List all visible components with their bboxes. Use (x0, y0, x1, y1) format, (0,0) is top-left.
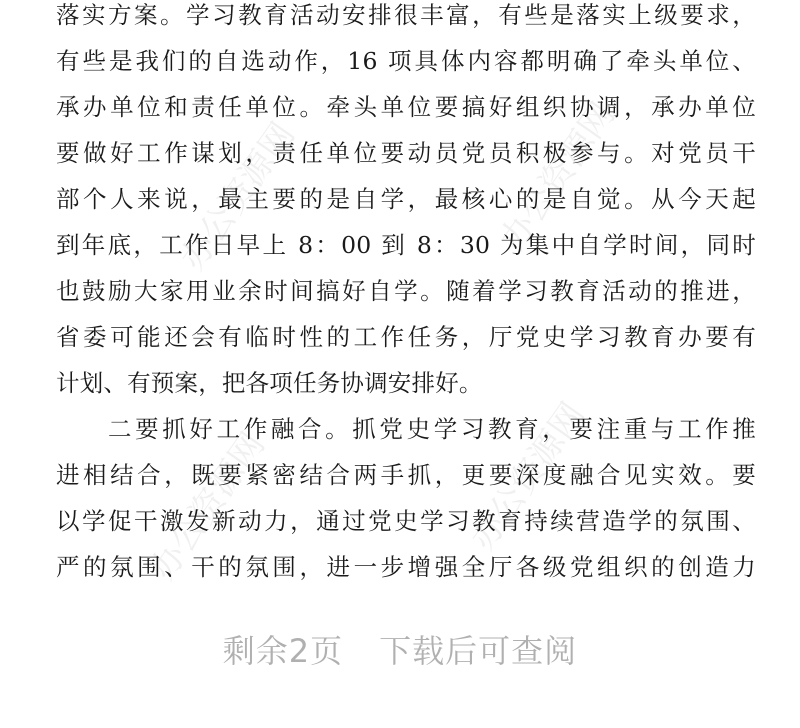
text-line: 承办单位和责任单位。牵头单位要搞好组织协调，承办单位 (56, 93, 756, 121)
remaining-pages-notice[interactable] (0, 626, 800, 672)
text-line: 有些是我们的自选动作，16 项具体内容都明确了牵头单位、 (56, 47, 756, 75)
watermark: 办公资源网 (462, 395, 594, 558)
paragraph-start-line: 二要抓好工作融合。抓党史学习教育，要注重与工作推 (108, 415, 756, 443)
text-line: 要做好工作谋划，责任单位要动员党员积极参与。对党员干 (56, 139, 756, 167)
text-line: 严的氛围、干的氛围，进一步增强全厅各级党组织的创造力 (56, 553, 756, 581)
text-line: 落实方案。学习教育活动安排很丰富，有些是落实上级要求， (56, 1, 756, 29)
text-line: 计划、有预案，把各项任务协调安排好。 (56, 369, 483, 397)
watermark: 办公资源网 (492, 95, 624, 258)
text-line: 也鼓励大家用业余时间搞好自学。随着学习教育活动的推进， (56, 277, 756, 305)
document-body (56, 0, 756, 590)
text-line: 省委可能还会有临时性的工作任务，厅党史学习教育办要有 (56, 323, 756, 351)
text-line: 部个人来说，最主要的是自学，最核心的是自觉。从今天起 (56, 185, 756, 213)
watermark: 办公资源网 (142, 425, 274, 588)
text-line: 以学促干激发新动力，通过党史学习教育持续营造学的氛围、 (56, 507, 756, 535)
download-hint-label: 下载后可查阅 (379, 632, 578, 670)
text-line: 进相结合，既要紧密结合两手抓，更要深度融合见实效。要 (56, 461, 756, 489)
text-line: 到年底，工作日早上 8：00 到 8：30 为集中自学时间，同时 (56, 231, 756, 259)
remaining-pages-label: 剩余2页 (222, 632, 344, 670)
watermark: 办公资源网 (172, 115, 304, 278)
